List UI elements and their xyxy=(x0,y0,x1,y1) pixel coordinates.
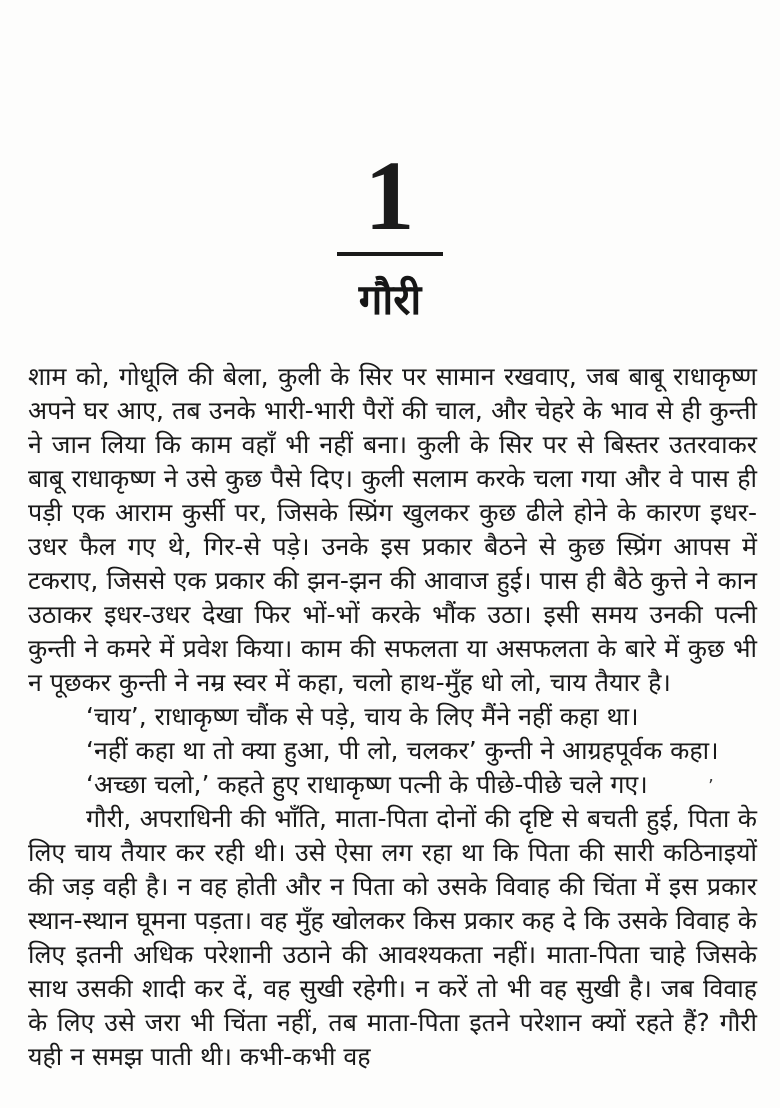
paragraph-opening: शाम को, गोधूलि की बेला, कुली के सिर पर सामान रखवाए, जब बाबू राधाकृष्ण अपने घर आए, तब उनके भारी-भारी पैरों की चाल, और चेहरे के भाव से ही कुन्ती ने जान लिया कि काम वहाँ भी नहीं बना। कुली के सिर पर से बिस्तर उतरवाकर बाबू राधाकृष्ण ने उसे कुछ पैसे दिए। कुली सलाम करके चला गया और वे पास ही पड़ी एक आराम कुर्सी पर, जिसके स्प्रिंग खुलकर कुछ ढीले होने के कारण इधर-उधर फैल गए थे, गिर-से पड़े। उनके इस प्रकार बैठने से कुछ स्प्रिंग आपस में टकराए, जिससे एक प्रकार की झन-झन की आवाज हुई। पास ही बैठे कुत्ते ने कान उठाकर इधर-उधर देखा फिर भों-भों करके भौंक उठा। इसी समय उनकी पत्नी कुन्ती ने कमरे में प्रवेश किया। काम की सफलता या असफलता के बारे में कुछ भी न पूछकर कुन्ती ने नम्र स्वर में कहा, चलो हाथ-मुँह धो लो, चाय तैयार है। xyxy=(28,362,757,698)
chapter-title: गौरी xyxy=(358,275,422,324)
chapter-divider-rule xyxy=(337,252,443,256)
chapter-number: 1 xyxy=(364,140,416,251)
paragraph-dialogue-1: ‘चाय’, राधाकृष्ण चौंक से पड़े, चाय के लिए मैंने नहीं कहा था। xyxy=(86,702,639,732)
body-text xyxy=(28,360,757,1074)
paragraph-dialogue-2: ‘नहीं कहा था तो क्या हुआ, पी लो, चलकर’ कुन्ती ने आग्रहपूर्वक कहा। xyxy=(86,736,719,766)
paragraph-closing: गौरी, अपराधिनी की भाँति, माता-पिता दोनों की दृष्टि से बचती हुई, पिता के लिए चाय तैयार कर रही थी। उसे ऐसा लग रहा था कि पिता की सारी कठिनाइयों की जड़ वही है। न वह होती और न पिता को उसके विवाह की चिंता में इस प्रकार स्थान-स्थान घूमना पड़ता। वह मुँह खोलकर किस प्रकार कह दे कि उसके विवाह के लिए इतनी अधिक परेशानी उठाने की आवश्यकता नहीं। माता-पिता चाहे जिसके साथ उसकी शादी कर दें, वह सुखी रहेगी। न करें तो भी वह सुखी है। जब विवाह के लिए उसे जरा भी चिंता नहीं, तब माता-पिता इतने परेशान क्यों रहते हैं? गौरी यही न समझ पाती थी। कभी-कभी वह xyxy=(28,804,757,1072)
paragraph-dialogue-3: ‘अच्छा चलो,’ कहते हुए राधाकृष्ण पत्नी के पीछे-पीछे चले गए। xyxy=(86,770,648,800)
scan-artifact-mark: ’ xyxy=(708,776,714,797)
